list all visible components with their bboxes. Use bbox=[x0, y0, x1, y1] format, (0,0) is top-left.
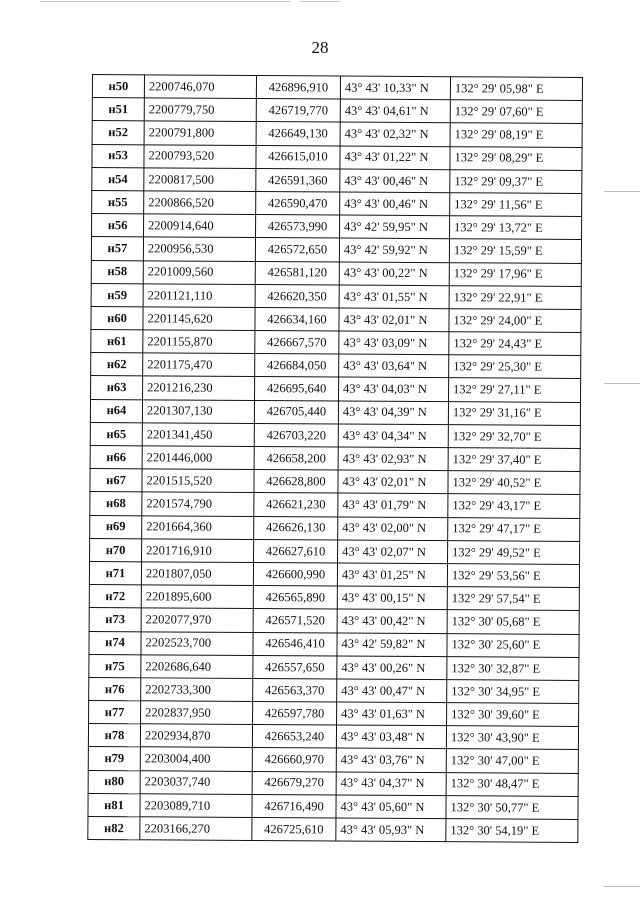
point-id-cell: н75 bbox=[89, 654, 141, 678]
y-coordinate-cell: 426896,910 bbox=[256, 76, 340, 100]
x-coordinate-cell: 2200956,530 bbox=[143, 237, 255, 261]
point-id-cell: н64 bbox=[90, 399, 142, 423]
y-coordinate-cell: 426572,650 bbox=[255, 238, 339, 262]
y-coordinate-cell: 426571,520 bbox=[253, 609, 337, 633]
x-coordinate-cell: 2202077,970 bbox=[141, 608, 253, 632]
latitude-cell: 43° 43' 10,33" N bbox=[340, 76, 450, 100]
point-id-cell: н63 bbox=[91, 376, 143, 400]
point-id-cell: н67 bbox=[90, 469, 142, 493]
x-coordinate-cell: 2200817,500 bbox=[144, 168, 256, 192]
table-row bbox=[90, 422, 580, 448]
table-row bbox=[90, 492, 580, 518]
y-coordinate-cell: 426705,440 bbox=[254, 400, 338, 424]
y-coordinate-cell: 426658,200 bbox=[254, 446, 338, 470]
longitude-cell: 132° 29' 22,91" E bbox=[449, 285, 581, 309]
table-row bbox=[92, 190, 582, 216]
y-coordinate-cell: 426703,220 bbox=[254, 423, 338, 447]
longitude-cell: 132° 30' 50,77" E bbox=[446, 795, 578, 819]
point-id-cell: н62 bbox=[91, 353, 143, 377]
table-row bbox=[89, 654, 579, 680]
table-row bbox=[90, 515, 580, 541]
table-row bbox=[88, 793, 578, 819]
x-coordinate-cell: 2201145,620 bbox=[143, 307, 255, 331]
x-coordinate-cell: 2200866,520 bbox=[144, 191, 256, 215]
x-coordinate-cell: 2201341,450 bbox=[142, 423, 254, 447]
y-coordinate-cell: 426590,470 bbox=[256, 191, 340, 215]
table-row bbox=[88, 816, 578, 842]
point-id-cell: н77 bbox=[89, 701, 141, 725]
longitude-cell: 132° 29' 32,70" E bbox=[448, 424, 580, 448]
point-id-cell: н61 bbox=[91, 330, 143, 354]
latitude-cell: 43° 43' 04,03" N bbox=[339, 377, 449, 401]
point-id-cell: н69 bbox=[90, 515, 142, 539]
table-row bbox=[90, 538, 580, 564]
longitude-cell: 132° 29' 47,17" E bbox=[448, 517, 580, 541]
point-id-cell: н80 bbox=[88, 770, 140, 794]
table-row bbox=[88, 724, 578, 750]
y-coordinate-cell: 426627,610 bbox=[254, 539, 338, 563]
x-coordinate-cell: 2200914,640 bbox=[144, 214, 256, 238]
latitude-cell: 43° 42' 59,82" N bbox=[337, 633, 447, 657]
x-coordinate-cell: 2201716,910 bbox=[142, 539, 254, 563]
x-coordinate-cell: 2201574,790 bbox=[142, 492, 254, 516]
longitude-cell: 132° 30' 48,47" E bbox=[446, 772, 578, 796]
y-coordinate-cell: 426716,490 bbox=[252, 794, 336, 818]
point-id-cell: н81 bbox=[88, 793, 140, 817]
latitude-cell: 43° 43' 03,48" N bbox=[336, 725, 446, 749]
table-row bbox=[92, 98, 582, 124]
y-coordinate-cell: 426615,010 bbox=[256, 145, 340, 169]
longitude-cell: 132° 30' 32,87" E bbox=[447, 656, 579, 680]
longitude-cell: 132° 29' 07,60" E bbox=[450, 100, 582, 124]
y-coordinate-cell: 426667,570 bbox=[255, 331, 339, 355]
longitude-cell: 132° 30' 43,90" E bbox=[446, 726, 578, 750]
scan-artifact-line bbox=[300, 1, 340, 2]
x-coordinate-cell: 2200791,800 bbox=[144, 121, 256, 145]
longitude-cell: 132° 29' 11,56" E bbox=[450, 193, 582, 217]
point-id-cell: н71 bbox=[89, 561, 141, 585]
point-id-cell: н55 bbox=[92, 190, 144, 214]
point-id-cell: н68 bbox=[90, 492, 142, 516]
y-coordinate-cell: 426649,130 bbox=[256, 122, 340, 146]
point-id-cell: н76 bbox=[89, 677, 141, 701]
longitude-cell: 132° 29' 08,29" E bbox=[450, 146, 582, 170]
table-row bbox=[91, 306, 581, 332]
x-coordinate-cell: 2202733,300 bbox=[141, 678, 253, 702]
table-row bbox=[89, 631, 579, 657]
table-row bbox=[89, 561, 579, 587]
x-coordinate-cell: 2201307,130 bbox=[142, 399, 254, 423]
latitude-cell: 43° 43' 04,34" N bbox=[338, 424, 448, 448]
longitude-cell: 132° 29' 43,17" E bbox=[448, 494, 580, 518]
coordinates-table-body bbox=[88, 75, 583, 843]
x-coordinate-cell: 2201121,110 bbox=[143, 284, 255, 308]
latitude-cell: 43° 42' 59,92" N bbox=[339, 238, 449, 262]
longitude-cell: 132° 29' 31,16" E bbox=[448, 401, 580, 425]
latitude-cell: 43° 43' 01,22" N bbox=[340, 146, 450, 170]
y-coordinate-cell: 426684,050 bbox=[255, 354, 339, 378]
y-coordinate-cell: 426653,240 bbox=[252, 725, 336, 749]
table-row bbox=[92, 214, 582, 240]
latitude-cell: 43° 43' 04,39" N bbox=[338, 401, 448, 425]
y-coordinate-cell: 426660,970 bbox=[252, 748, 336, 772]
longitude-cell: 132° 29' 57,54" E bbox=[447, 587, 579, 611]
y-coordinate-cell: 426628,800 bbox=[254, 470, 338, 494]
x-coordinate-cell: 2203004,400 bbox=[140, 747, 252, 771]
longitude-cell: 132° 29' 09,37" E bbox=[450, 169, 582, 193]
latitude-cell: 43° 42' 59,95" N bbox=[340, 215, 450, 239]
latitude-cell: 43° 43' 00,22" N bbox=[339, 262, 449, 286]
point-id-cell: н79 bbox=[88, 747, 140, 771]
table-row bbox=[91, 237, 581, 263]
latitude-cell: 43° 43' 02,32" N bbox=[340, 122, 450, 146]
point-id-cell: н59 bbox=[91, 283, 143, 307]
x-coordinate-cell: 2200793,520 bbox=[144, 144, 256, 168]
latitude-cell: 43° 43' 00,15" N bbox=[337, 586, 447, 610]
x-coordinate-cell: 2201895,600 bbox=[141, 585, 253, 609]
page-number: 28 bbox=[311, 38, 329, 57]
x-coordinate-cell: 2201155,870 bbox=[143, 330, 255, 354]
point-id-cell: н58 bbox=[91, 260, 143, 284]
x-coordinate-cell: 2201216,230 bbox=[143, 376, 255, 400]
latitude-cell: 43° 43' 01,25" N bbox=[337, 563, 447, 587]
table-row bbox=[92, 144, 582, 170]
table-row bbox=[89, 701, 579, 727]
latitude-cell: 43° 43' 00,26" N bbox=[337, 656, 447, 680]
latitude-cell: 43° 43' 05,93" N bbox=[336, 818, 446, 842]
table-row bbox=[90, 469, 580, 495]
point-id-cell: н57 bbox=[91, 237, 143, 261]
x-coordinate-cell: 2201009,560 bbox=[143, 260, 255, 284]
scan-artifact-line bbox=[40, 1, 290, 2]
longitude-cell: 132° 29' 25,30" E bbox=[449, 355, 581, 379]
table-row bbox=[89, 677, 579, 703]
longitude-cell: 132° 29' 08,19" E bbox=[450, 123, 582, 147]
latitude-cell: 43° 43' 00,46" N bbox=[340, 192, 450, 216]
longitude-cell: 132° 30' 54,19" E bbox=[446, 819, 578, 843]
longitude-cell: 132° 29' 37,40" E bbox=[448, 448, 580, 472]
table-row bbox=[91, 353, 581, 379]
x-coordinate-cell: 2202837,950 bbox=[141, 701, 253, 725]
x-coordinate-cell: 2201446,000 bbox=[142, 446, 254, 470]
x-coordinate-cell: 2201807,050 bbox=[141, 562, 253, 586]
point-id-cell: н56 bbox=[92, 214, 144, 238]
scan-edge-mark bbox=[604, 383, 640, 384]
point-id-cell: н73 bbox=[89, 608, 141, 632]
longitude-cell: 132° 29' 17,96" E bbox=[449, 262, 581, 286]
latitude-cell: 43° 43' 00,42" N bbox=[337, 609, 447, 633]
longitude-cell: 132° 29' 24,43" E bbox=[449, 332, 581, 356]
longitude-cell: 132° 29' 24,00" E bbox=[449, 309, 581, 333]
y-coordinate-cell: 426626,130 bbox=[254, 516, 338, 540]
x-coordinate-cell: 2200746,070 bbox=[144, 75, 256, 99]
table-row bbox=[91, 260, 581, 286]
x-coordinate-cell: 2203089,710 bbox=[140, 794, 252, 818]
table-row bbox=[92, 75, 582, 101]
latitude-cell: 43° 43' 02,93" N bbox=[338, 447, 448, 471]
point-id-cell: н52 bbox=[92, 121, 144, 145]
x-coordinate-cell: 2202934,870 bbox=[140, 724, 252, 748]
y-coordinate-cell: 426563,370 bbox=[253, 678, 337, 702]
x-coordinate-cell: 2201664,360 bbox=[142, 515, 254, 539]
longitude-cell: 132° 29' 40,52" E bbox=[448, 471, 580, 495]
latitude-cell: 43° 43' 01,63" N bbox=[337, 702, 447, 726]
y-coordinate-cell: 426565,890 bbox=[253, 586, 337, 610]
latitude-cell: 43° 43' 03,64" N bbox=[339, 354, 449, 378]
longitude-cell: 132° 30' 47,00" E bbox=[446, 749, 578, 773]
x-coordinate-cell: 2201515,520 bbox=[142, 469, 254, 493]
y-coordinate-cell: 426621,230 bbox=[254, 493, 338, 517]
x-coordinate-cell: 2200779,750 bbox=[144, 98, 256, 122]
x-coordinate-cell: 2202686,640 bbox=[141, 654, 253, 678]
latitude-cell: 43° 43' 01,55" N bbox=[339, 285, 449, 309]
y-coordinate-cell: 426725,610 bbox=[252, 817, 336, 841]
table-row bbox=[90, 445, 580, 471]
y-coordinate-cell: 426600,990 bbox=[253, 562, 337, 586]
table-row bbox=[91, 283, 581, 309]
x-coordinate-cell: 2203037,740 bbox=[140, 770, 252, 794]
y-coordinate-cell: 426620,350 bbox=[255, 284, 339, 308]
y-coordinate-cell: 426597,780 bbox=[253, 702, 337, 726]
coordinates-table bbox=[87, 74, 583, 843]
y-coordinate-cell: 426546,410 bbox=[253, 632, 337, 656]
longitude-cell: 132° 29' 13,72" E bbox=[449, 216, 581, 240]
point-id-cell: н51 bbox=[92, 98, 144, 122]
table-row bbox=[89, 585, 579, 611]
y-coordinate-cell: 426591,360 bbox=[256, 168, 340, 192]
point-id-cell: н54 bbox=[92, 167, 144, 191]
longitude-cell: 132° 29' 05,98" E bbox=[450, 77, 582, 101]
latitude-cell: 43° 43' 02,01" N bbox=[338, 470, 448, 494]
longitude-cell: 132° 30' 05,68" E bbox=[447, 610, 579, 634]
longitude-cell: 132° 30' 39,60" E bbox=[447, 703, 579, 727]
longitude-cell: 132° 30' 25,60" E bbox=[447, 633, 579, 657]
point-id-cell: н66 bbox=[90, 445, 142, 469]
table-row bbox=[88, 747, 578, 773]
point-id-cell: н70 bbox=[90, 538, 142, 562]
latitude-cell: 43° 43' 03,09" N bbox=[339, 331, 449, 355]
y-coordinate-cell: 426581,120 bbox=[255, 261, 339, 285]
latitude-cell: 43° 43' 04,37" N bbox=[336, 772, 446, 796]
table-row bbox=[89, 608, 579, 634]
table-row bbox=[90, 399, 580, 425]
point-id-cell: н65 bbox=[90, 422, 142, 446]
y-coordinate-cell: 426557,650 bbox=[253, 655, 337, 679]
table-row bbox=[91, 376, 581, 402]
point-id-cell: н74 bbox=[89, 631, 141, 655]
longitude-cell: 132° 29' 27,11" E bbox=[449, 378, 581, 402]
scan-edge-mark bbox=[604, 191, 640, 192]
y-coordinate-cell: 426573,990 bbox=[256, 215, 340, 239]
latitude-cell: 43° 43' 03,76" N bbox=[336, 748, 446, 772]
latitude-cell: 43° 43' 02,07" N bbox=[338, 540, 448, 564]
table-row bbox=[88, 770, 578, 796]
latitude-cell: 43° 43' 05,60" N bbox=[336, 795, 446, 819]
latitude-cell: 43° 43' 02,01" N bbox=[339, 308, 449, 332]
point-id-cell: н60 bbox=[91, 306, 143, 330]
longitude-cell: 132° 29' 15,59" E bbox=[449, 239, 581, 263]
longitude-cell: 132° 30' 34,95" E bbox=[447, 680, 579, 704]
latitude-cell: 43° 43' 00,46" N bbox=[340, 169, 450, 193]
x-coordinate-cell: 2202523,700 bbox=[141, 631, 253, 655]
latitude-cell: 43° 43' 00,47" N bbox=[337, 679, 447, 703]
table-row bbox=[91, 330, 581, 356]
point-id-cell: н53 bbox=[92, 144, 144, 168]
point-id-cell: н82 bbox=[88, 816, 140, 840]
latitude-cell: 43° 43' 04,61" N bbox=[340, 99, 450, 123]
table-row bbox=[92, 121, 582, 147]
point-id-cell: н78 bbox=[88, 724, 140, 748]
y-coordinate-cell: 426634,160 bbox=[255, 307, 339, 331]
table-row bbox=[92, 167, 582, 193]
y-coordinate-cell: 426695,640 bbox=[255, 377, 339, 401]
latitude-cell: 43° 43' 02,00" N bbox=[338, 517, 448, 541]
y-coordinate-cell: 426679,270 bbox=[252, 771, 336, 795]
x-coordinate-cell: 2203166,270 bbox=[140, 817, 252, 841]
longitude-cell: 132° 29' 49,52" E bbox=[448, 540, 580, 564]
y-coordinate-cell: 426719,770 bbox=[256, 99, 340, 123]
longitude-cell: 132° 29' 53,56" E bbox=[447, 564, 579, 588]
scan-edge-mark bbox=[604, 886, 640, 887]
x-coordinate-cell: 2201175,470 bbox=[143, 353, 255, 377]
point-id-cell: н50 bbox=[92, 75, 144, 99]
point-id-cell: н72 bbox=[89, 585, 141, 609]
latitude-cell: 43° 43' 01,79" N bbox=[338, 493, 448, 517]
